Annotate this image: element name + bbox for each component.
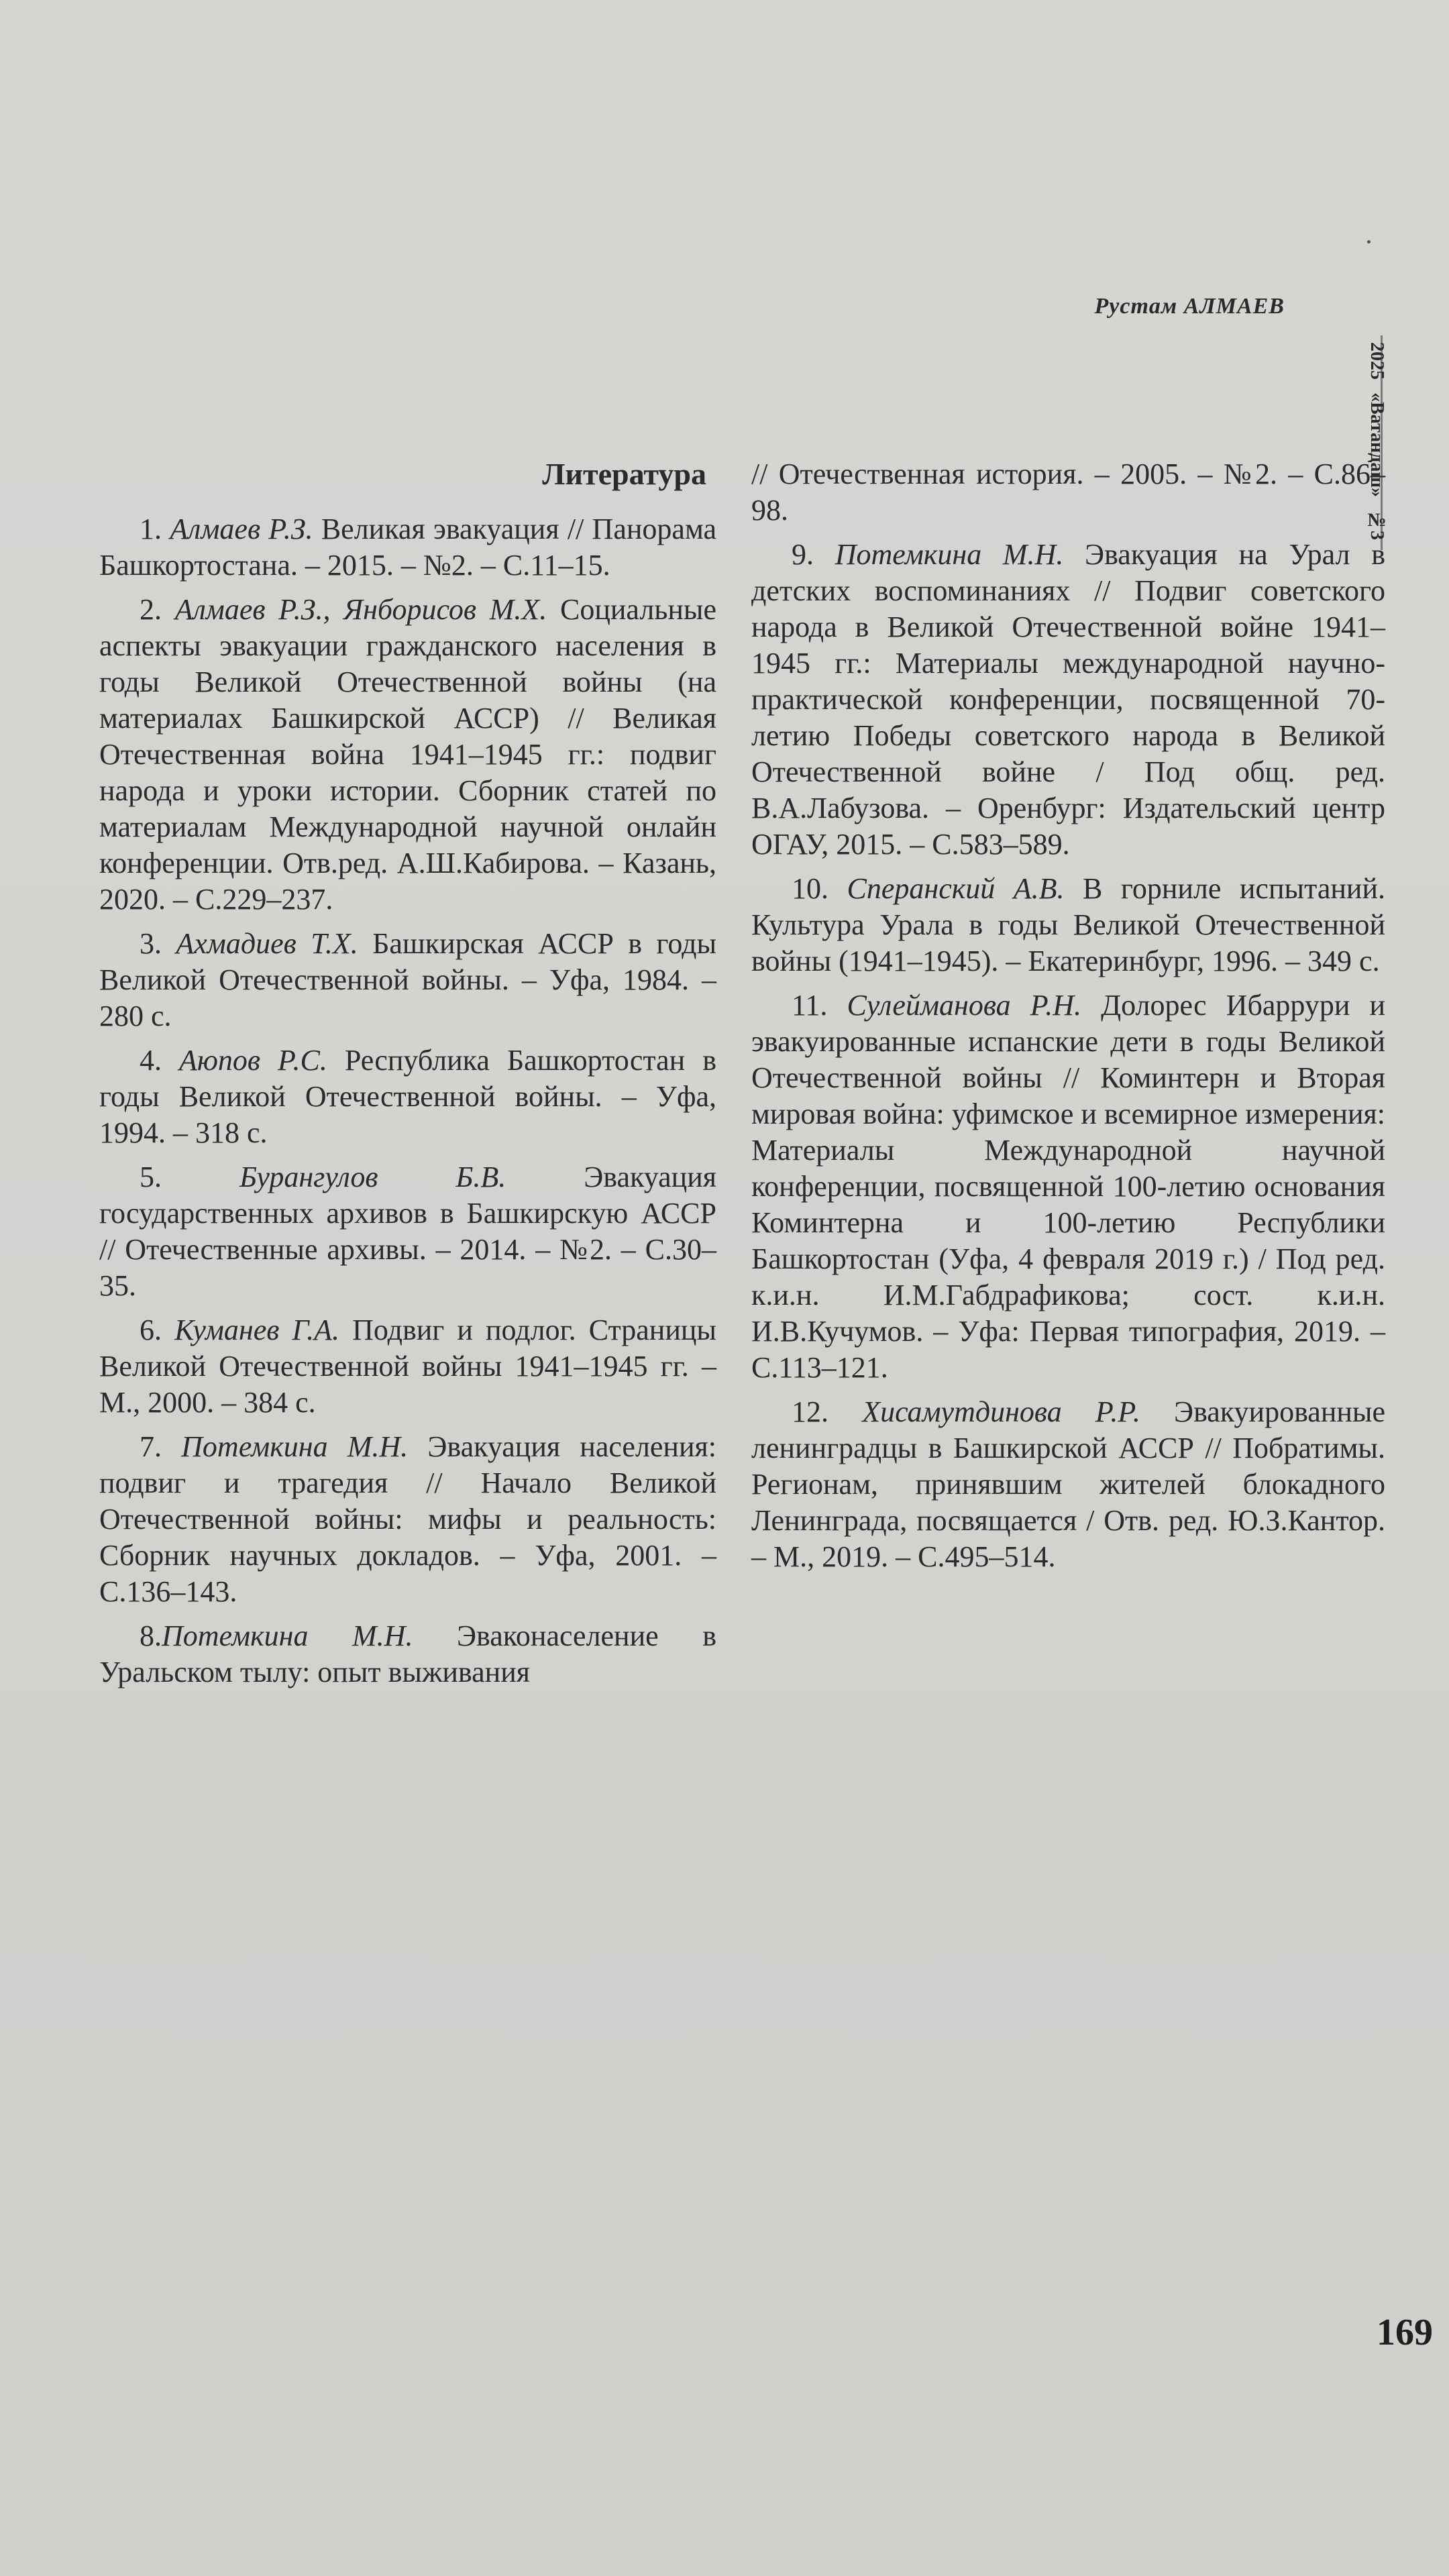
reference-text: Эваконаселение в Уральском тылу: опыт выживания — [99, 1619, 716, 1688]
reference-number: 8. — [140, 1619, 162, 1652]
reference-author: Потемкина М.Н. — [162, 1619, 413, 1652]
reference-item — [99, 1429, 716, 1610]
reference-author: Куманев Г.А. — [174, 1313, 340, 1346]
reference-text: Башкирская АССР в годы Великой Отечественной войны. – Уфа, 1984. – 280 с. — [99, 927, 717, 1032]
reference-8-continuation: // Отечественная история. – 2005. – №2. – С.86–98. — [751, 458, 1385, 527]
left-column — [99, 456, 716, 1699]
reference-number: 12. — [792, 1395, 863, 1428]
reference-author: Потемкина М.Н. — [181, 1430, 409, 1463]
reference-list-right — [751, 537, 1385, 1575]
right-column — [751, 456, 1385, 1583]
reference-number: 9. — [792, 538, 835, 571]
reference-author: Потемкина М.Н. — [835, 538, 1064, 571]
side-tab-journal: «Ватандаш» — [1366, 392, 1387, 497]
reference-author: Аюпов Р.С. — [179, 1044, 327, 1077]
page-number: 169 — [1377, 2312, 1433, 2353]
reference-text: Эвакуированные ленинградцы в Башкирской АССР // Побратимы. Регионам, принявшим жителей блокадного Ленинграда, посвящается / Отв. ред. Ю.З.Кантор. – М., 2019. – С.495–514. — [751, 1395, 1386, 1573]
reference-number: 4. — [140, 1044, 179, 1077]
reference-item — [751, 537, 1385, 863]
reference-number: 10. — [792, 872, 847, 905]
reference-text: Эвакуация государственных архивов в Башкирскую АССР // Отечественные архивы. – 2014. – №2. – С.30–35. — [99, 1161, 717, 1302]
reference-text: В горниле испытаний. Культура Урала в годы Великой Отечественной войны (1941–1945). – Екатеринбург, 1996. – 349 с. — [751, 872, 1385, 977]
reference-item — [99, 511, 716, 584]
reference-item — [99, 926, 716, 1034]
reference-number: 5. — [140, 1161, 239, 1193]
reference-text: Долорес Ибаррури и эвакуированные испанские дети в годы Великой Отечественной войны // Коминтерн и Вторая мировая война: уфимское и всемирное измерения: Материалы Международной научной конференции, посвященной 100-летию основания Коминтерна и 100-летию Республики Башкортостан (Уфа, 4 февраля 2019 г.) / Под ред. к.и.н. И.М.Габдрафикова; сост. к.и.н. И.В.Кучумов. – Уфа: Первая типография, 2019. – С.113–121. — [751, 989, 1385, 1384]
reference-number: 3. — [140, 927, 176, 960]
section-heading: Литература — [542, 457, 706, 491]
reference-number: 11. — [792, 989, 847, 1022]
reference-author: Сулейманова Р.Н. — [847, 989, 1081, 1022]
reference-number: 7. — [140, 1430, 182, 1463]
reference-list-left — [99, 511, 716, 1690]
stray-mark — [1367, 240, 1371, 244]
reference-author: Бурангулов Б.В. — [239, 1161, 506, 1193]
reference-item — [99, 1312, 716, 1421]
reference-text: Республика Башкортостан в годы Великой Отечественной войны. – Уфа, 1994. – 318 с. — [99, 1044, 716, 1149]
side-tab-issue: №3 — [1366, 509, 1387, 540]
reference-item — [99, 1618, 716, 1690]
reference-item — [99, 1159, 716, 1304]
reference-number: 6. — [140, 1313, 175, 1346]
reference-author: Сперанский А.В. — [847, 872, 1065, 905]
reference-text: Подвиг и подлог. Страницы Великой Отечественной войны 1941–1945 гг. – М., 2000. – 384 с. — [99, 1313, 716, 1419]
reference-item — [751, 871, 1385, 979]
reference-item — [751, 987, 1385, 1386]
reference-text: Великая эвакуация // Панорама Башкортостана. – 2015. – №2. – С.11–15. — [99, 513, 717, 582]
reference-item — [99, 592, 716, 918]
reference-item — [99, 1042, 716, 1151]
reference-author: Хисамутдинова Р.Р. — [862, 1395, 1140, 1428]
reference-text: Эвакуация на Урал в детских воспоминаниях // Подвиг советского народа в Великой Отечественной войне 1941–1945 гг.: Материалы международной научно-практической конференции, посвященной 70-летию Победы советского народа в Великой Отечественной войне / Под общ. ред. В.А.Лабузова. – Оренбург: Издательский центр ОГАУ, 2015. – С.583–589. — [751, 538, 1386, 861]
reference-item — [751, 1394, 1385, 1575]
reference-author: Алмаев Р.З. — [170, 513, 313, 545]
reference-author: Ахмадиев Т.Х. — [176, 927, 358, 960]
reference-number: 1. — [140, 513, 170, 545]
reference-author: Алмаев Р.З., Янборисов М.Х. — [174, 593, 547, 626]
reference-number: 2. — [140, 593, 175, 626]
running-header-author: Рустам АЛМАЕВ — [1094, 294, 1285, 319]
reference-text: Социальные аспекты эвакуации гражданского населения в годы Великой Отечественной войны (на материалах Башкирской АССР) // Великая Отечественная война 1941–1945 гг.: подвиг народа и уроки истории. Сборник статей по материалам Международной научной онлайн конференции. Отв.ред. А.Ш.Кабирова. – Казань, 2020. – С.229–237. — [99, 593, 717, 916]
reference-text: Эвакуация населения: подвиг и трагедия // Начало Великой Отечественной войны: мифы и реальность: Сборник научных докладов. – Уфа, 2001. – С.136–143. — [99, 1430, 716, 1608]
side-tab-year: 2025 — [1366, 342, 1387, 380]
